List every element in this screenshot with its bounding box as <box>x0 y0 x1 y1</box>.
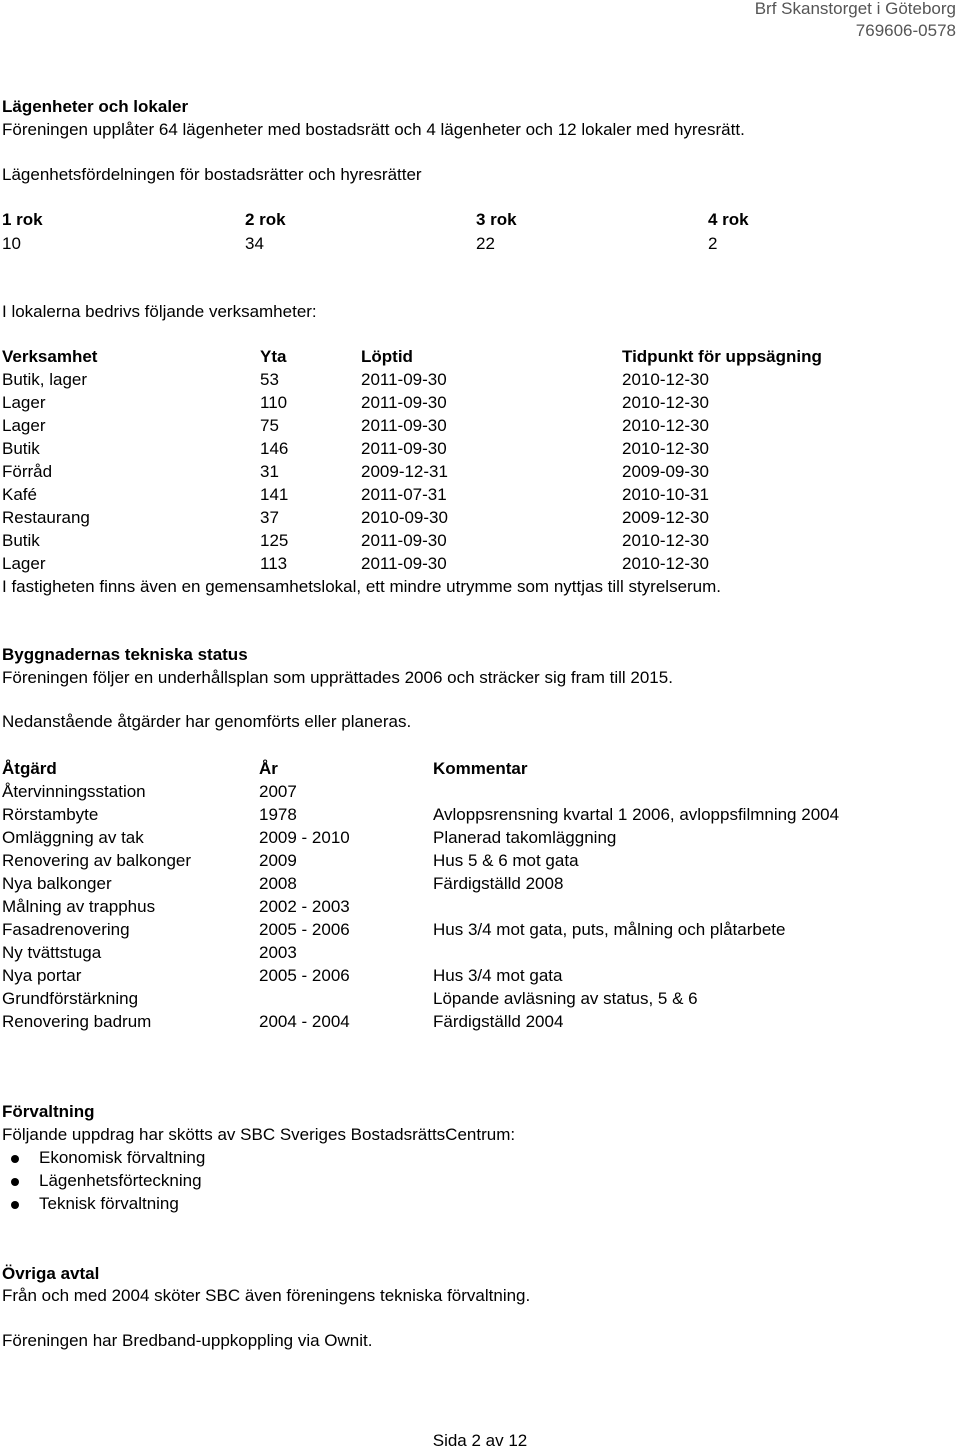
premises-note: I fastigheten finns även en gemensamhetslokal, ett mindre utrymme som nyttjas till styrelserum. <box>2 577 722 596</box>
measures-cell: Rörstambyte <box>2 805 99 824</box>
premises-cell: 141 <box>260 485 289 504</box>
bullet-icon <box>11 1155 19 1163</box>
room-label: 2 rok <box>245 210 286 229</box>
technical-heading: Byggnadernas tekniska status <box>2 645 248 664</box>
broadband-text: Föreningen har Bredband-uppkoppling via Ownit. <box>2 1331 373 1350</box>
distribution-title: Lägenhetsfördelningen för bostadsrätter och hyresrätter <box>2 165 422 184</box>
page-number: Sida 2 av 12 <box>432 1431 528 1450</box>
premises-cell: Restaurang <box>2 508 90 527</box>
premises-header: Löptid <box>361 347 413 366</box>
measures-header: Kommentar <box>433 759 528 778</box>
measures-cell: 2005 - 2006 <box>259 966 350 985</box>
bullet-icon <box>11 1201 19 1209</box>
premises-cell: 2010-12-30 <box>622 439 709 458</box>
premises-cell: 113 <box>260 554 288 573</box>
premises-header: Verksamhet <box>2 347 98 366</box>
premises-cell: 125 <box>260 531 289 550</box>
premises-cell: 2011-09-30 <box>361 439 447 458</box>
measures-intro: Nedanstående åtgärder har genomförts eller planeras. <box>2 712 412 731</box>
premises-cell: 2011-09-30 <box>361 531 447 550</box>
measures-cell: 2007 <box>259 782 297 801</box>
list-item: Lägenhetsförteckning <box>39 1171 202 1190</box>
premises-cell: 146 <box>260 439 289 458</box>
premises-cell: 2010-09-30 <box>361 508 448 527</box>
premises-cell: 2009-12-30 <box>622 508 709 527</box>
measures-header: Åtgärd <box>2 759 57 778</box>
premises-cell: 2009-09-30 <box>622 462 709 481</box>
measures-cell: Hus 3/4 mot gata <box>433 966 563 985</box>
room-label: 4 rok <box>708 210 749 229</box>
premises-cell: 2010-12-30 <box>622 416 709 435</box>
premises-cell: 2010-10-31 <box>622 485 709 504</box>
room-count: 2 <box>708 234 718 253</box>
measures-cell: Nya balkonger <box>2 874 112 893</box>
premises-cell: 2011-09-30 <box>361 393 447 412</box>
measures-cell: Hus 3/4 mot gata, puts, målning och plåtarbete <box>433 920 786 939</box>
measures-cell: Renovering badrum <box>2 1012 152 1031</box>
company-name: Brf Skanstorget i Göteborg <box>754 0 956 18</box>
room-count: 34 <box>245 234 264 253</box>
premises-cell: Lager <box>2 416 46 435</box>
room-label: 3 rok <box>476 210 517 229</box>
measures-cell: Omläggning av tak <box>2 828 144 847</box>
org-number: 769606-0578 <box>855 21 956 40</box>
room-count: 10 <box>2 234 21 253</box>
premises-intro: I lokalerna bedrivs följande verksamheter: <box>2 302 317 321</box>
premises-cell: 53 <box>260 370 279 389</box>
premises-header: Tidpunkt för uppsägning <box>622 347 822 366</box>
premises-cell: 110 <box>260 393 288 412</box>
other-heading: Övriga avtal <box>2 1264 100 1283</box>
list-item: Ekonomisk förvaltning <box>39 1148 206 1167</box>
measures-cell: 2004 - 2004 <box>259 1012 350 1031</box>
premises-cell: 2011-09-30 <box>361 554 447 573</box>
room-label: 1 rok <box>2 210 43 229</box>
premises-cell: Lager <box>2 554 46 573</box>
measures-cell: Nya portar <box>2 966 82 985</box>
measures-cell: 2003 <box>259 943 297 962</box>
premises-cell: 37 <box>260 508 279 527</box>
premises-cell: 2011-07-31 <box>361 485 447 504</box>
measures-cell: 2002 - 2003 <box>259 897 350 916</box>
premises-cell: Butik <box>2 439 40 458</box>
premises-cell: 2011-09-30 <box>361 370 447 389</box>
premises-cell: 2010-12-30 <box>622 554 709 573</box>
measures-cell: Färdigställd 2004 <box>433 1012 564 1031</box>
premises-cell: 2010-12-30 <box>622 531 709 550</box>
premises-cell: 2010-12-30 <box>622 393 709 412</box>
premises-cell: 2009-12-31 <box>361 462 448 481</box>
premises-cell: 31 <box>260 462 279 481</box>
other-text: Från och med 2004 sköter SBC även föreningens tekniska förvaltning. <box>2 1286 531 1305</box>
measures-cell: Planerad takomläggning <box>433 828 617 847</box>
premises-cell: Butik, lager <box>2 370 88 389</box>
measures-cell: 2009 - 2010 <box>259 828 350 847</box>
measures-cell: Grundförstärkning <box>2 989 139 1008</box>
measures-cell: Löpande avläsning av status, 5 & 6 <box>433 989 698 1008</box>
measures-cell: Avloppsrensning kvartal 1 2006, avloppsfilmning 2004 <box>433 805 840 824</box>
premises-cell: Förråd <box>2 462 53 481</box>
premises-cell: Kafé <box>2 485 37 504</box>
premises-header: Yta <box>260 347 287 366</box>
bullet-icon <box>11 1178 19 1186</box>
apartments-intro: Föreningen upplåter 64 lägenheter med bostadsrätt och 4 lägenheter och 12 lokaler med hyresrätt. <box>2 120 745 139</box>
list-item: Teknisk förvaltning <box>39 1194 179 1213</box>
measures-cell: Återvinningsstation <box>2 782 146 801</box>
premises-cell: 75 <box>260 416 279 435</box>
measures-cell: Målning av trapphus <box>2 897 156 916</box>
apartments-heading: Lägenheter och lokaler <box>2 97 189 116</box>
premises-cell: Butik <box>2 531 40 550</box>
maintenance-plan: Föreningen följer en underhållsplan som upprättades 2006 och sträcker sig fram till 2015. <box>2 668 673 687</box>
measures-cell: Ny tvättstuga <box>2 943 102 962</box>
room-count: 22 <box>476 234 495 253</box>
premises-cell: Lager <box>2 393 46 412</box>
measures-cell: Fasadrenovering <box>2 920 130 939</box>
premises-cell: 2010-12-30 <box>622 370 709 389</box>
measures-cell: Hus 5 & 6 mot gata <box>433 851 579 870</box>
management-heading: Förvaltning <box>2 1102 95 1121</box>
measures-cell: 2008 <box>259 874 297 893</box>
measures-cell: 1978 <box>259 805 297 824</box>
measures-cell: 2009 <box>259 851 297 870</box>
premises-cell: 2011-09-30 <box>361 416 447 435</box>
management-intro: Följande uppdrag har skötts av SBC Sveriges BostadsrättsCentrum: <box>2 1125 516 1144</box>
measures-header: År <box>259 759 278 778</box>
measures-cell: 2005 - 2006 <box>259 920 350 939</box>
measures-cell: Renovering av balkonger <box>2 851 192 870</box>
measures-cell: Färdigställd 2008 <box>433 874 564 893</box>
